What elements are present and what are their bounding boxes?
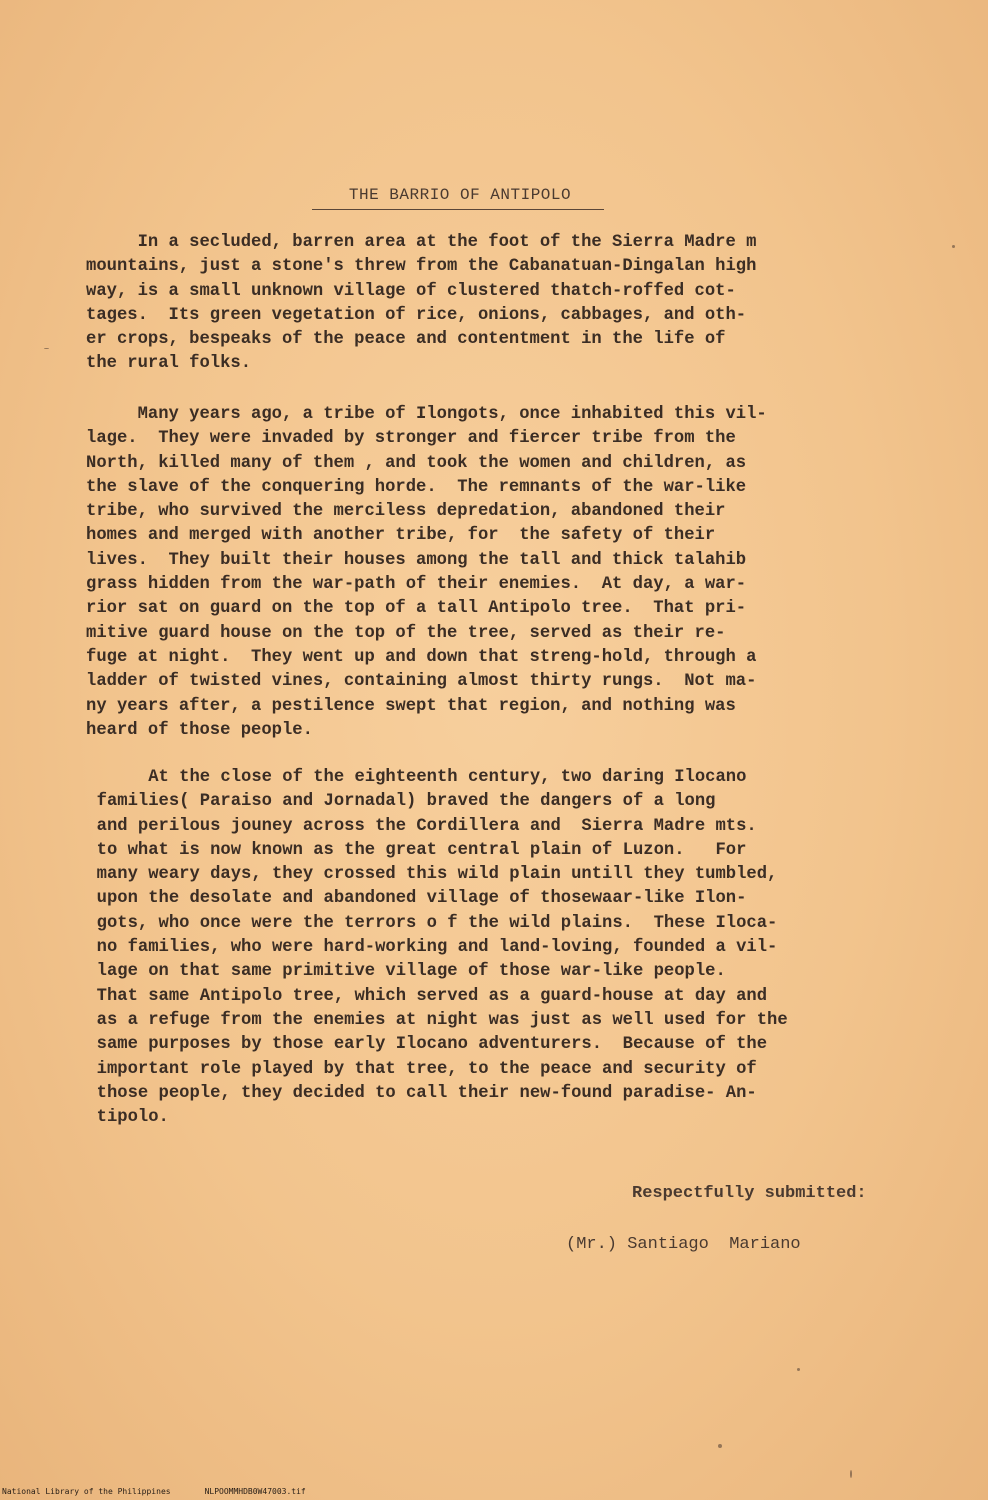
paper-speck bbox=[850, 1470, 852, 1478]
paragraph-3: At the close of the eighteenth century, two daring Ilocano families( Paraiso and Jornadal) braved the dangers of a long and perilous jouney across the Cordillera and Sierra Madre mts. to what is now known as the great central plain of Luzon. For many weary days, they crossed this wild plain untill they tumbled, upon the desolate and abandoned village of thosewaar-like Ilon- gots, who once were the terrors o f the wild plains. These Iloca- no families, who were hard-working and land-loving, founded a vil- lage on that same primitive village of those war-like people. That same Antipolo tree, which served as a guard-house at day and as a refuge from the enemies at night was just as well used for the same purposes by those early Ilocano adventurers. Because of the important role played by that tree, to the peace and security of those people, they decided to call their new-found paradise- An- tipolo. bbox=[96, 768, 788, 1128]
signature-line: (Mr.) Santiago Mariano bbox=[566, 1235, 801, 1254]
paragraph-1: In a secluded, barren area at the foot of the Sierra Madre m mountains, just a stone's threw from the Cabanatuan-Dingalan high way, is a small unknown village of clustered thatch-roffed cot- tages. Its green vegetation of rice, onions, cabbages, and oth- er crops, bespeaks of the peace and contentment in the life of the rural folks. bbox=[86, 233, 757, 374]
paper-speck bbox=[797, 1368, 800, 1371]
paper-speck bbox=[44, 348, 49, 349]
footer-filename: NLPOOMMHDB0W47003.tif bbox=[204, 1487, 306, 1496]
document-title: THE BARRIO OF ANTIPOLO bbox=[348, 186, 572, 204]
title-underline bbox=[312, 209, 604, 210]
scan-footer bbox=[2, 1487, 340, 1496]
paper-speck bbox=[718, 1444, 722, 1448]
paragraph-2: Many years ago, a tribe of Ilongots, once inhabited this vil- lage. They were invaded by stronger and fiercer tribe from the North, killed many of them , and took the women and children, as the slave of the conquering horde. The remnants of the war-like tribe, who survived the merciless depredation, abandoned their homes and merged with another tribe, for the safety of their lives. They built their houses among the tall and thick talahib grass hidden from the war-path of their enemies. At day, a war- rior sat on guard on the top of a tall Antipolo tree. That pri- mitive guard house on the top of the tree, served as their re- fuge at night. They went up and down that streng-hold, through a ladder of twisted vines, containing almost thirty rungs. Not ma- ny years after, a pestilence swept that region, and nothing was heard of those people. bbox=[86, 405, 767, 740]
footer-institution: National Library of the Philippines bbox=[2, 1487, 171, 1496]
closing-line: Respectfully submitted: bbox=[632, 1184, 867, 1203]
paper-speck bbox=[952, 245, 955, 248]
